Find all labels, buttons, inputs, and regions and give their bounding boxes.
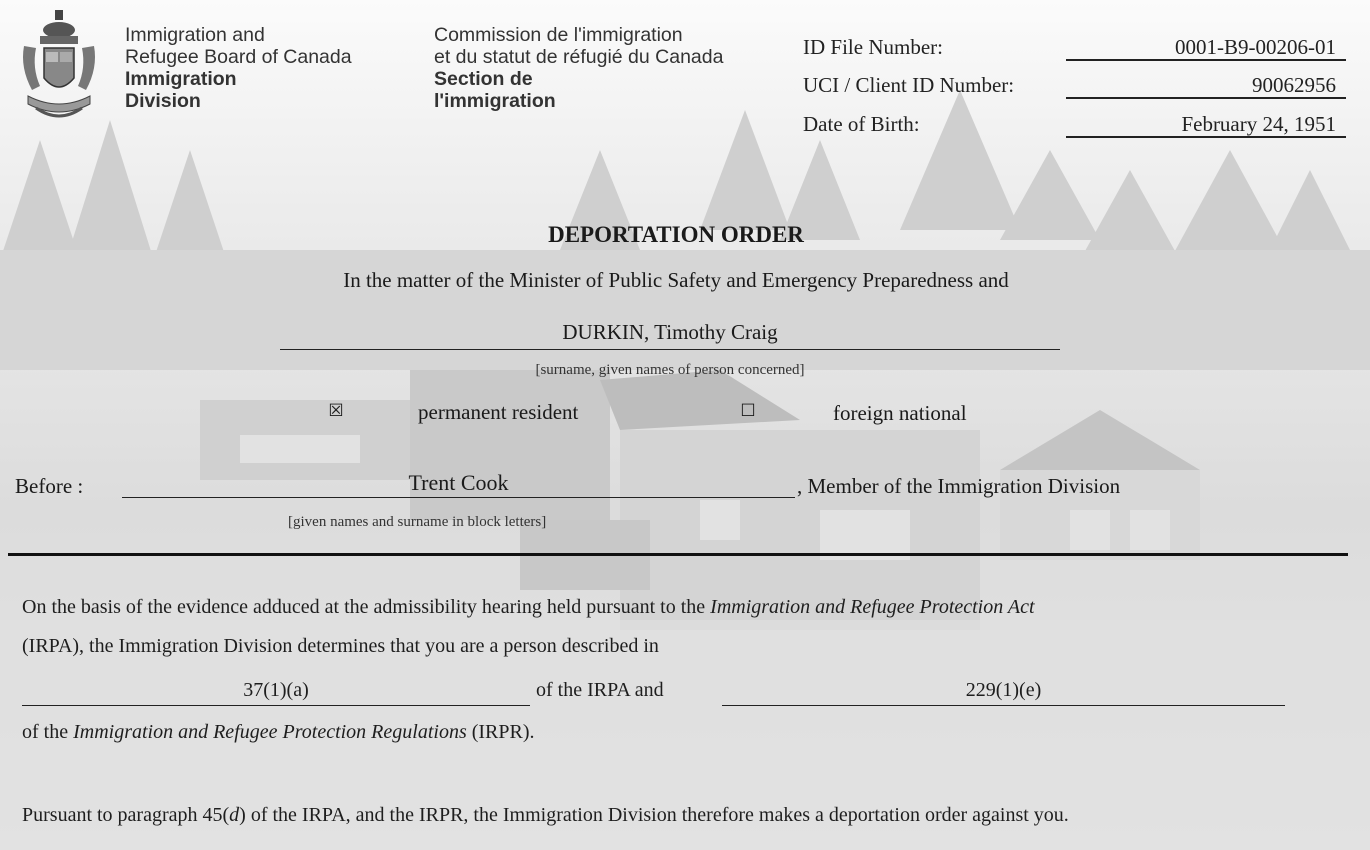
order-statement-end: ) of the IRPA, and the IRPR, the Immigration Division therefore makes a deportation order against you.	[239, 804, 1069, 826]
division-line-1: Immigration	[125, 68, 237, 90]
agency-fr-line-1: Commission de l'immigration	[434, 24, 683, 46]
dob-label: Date of Birth:	[803, 112, 920, 136]
irpr-section-underline	[722, 705, 1285, 706]
foreign-national-checkbox[interactable]: ☐	[740, 401, 756, 420]
dob-value: February 24, 1951	[1181, 112, 1336, 136]
document-title: DEPORTATION ORDER	[548, 222, 804, 247]
permanent-resident-checkbox[interactable]: ☒	[328, 401, 344, 420]
regulations-line	[22, 718, 535, 746]
id-file-label: ID File Number:	[803, 35, 943, 59]
determination-paragraph	[22, 593, 1352, 621]
id-file-underline	[1066, 59, 1346, 61]
irpa-section-value: 37(1)(a)	[243, 679, 309, 701]
id-file-value: 0001-B9-00206-01	[1175, 35, 1336, 59]
dob-underline	[1066, 136, 1346, 138]
irpa-section-underline	[22, 705, 530, 706]
irpr-section-value: 229(1)(e)	[965, 679, 1042, 701]
matter-line: In the matter of the Minister of Public Safety and Emergency Preparedness and	[343, 268, 1009, 292]
person-name-underline	[280, 349, 1060, 350]
division-line-2: Division	[125, 90, 201, 112]
order-statement	[22, 801, 1362, 829]
division-fr-line-1: Section de	[434, 68, 533, 90]
agency-name-fr	[434, 24, 723, 112]
order-statement-start: Pursuant to paragraph 45(	[22, 804, 230, 826]
paragraph-letter: d	[229, 804, 240, 826]
member-caption: [given names and surname in block letters]	[288, 514, 547, 530]
person-name: DURKIN, Timothy Craig	[562, 320, 778, 344]
regulations-title: Immigration and Refugee Protection Regulations	[73, 721, 467, 743]
member-suffix: , Member of the Immigration Division	[797, 474, 1121, 498]
act-title: Immigration and Refugee Protection Act	[710, 596, 1035, 618]
uci-label: UCI / Client ID Number:	[803, 73, 1015, 97]
determination-text-start: On the basis of the evidence adduced at the admissibility hearing held pursuant to the	[22, 596, 711, 618]
agency-fr-line-2: et du statut de réfugié du Canada	[434, 46, 724, 68]
agency-name-en	[125, 24, 352, 112]
agency-line-1: Immigration and	[125, 24, 265, 46]
of-irpa-and: of the IRPA and	[536, 679, 664, 701]
member-name-underline	[122, 497, 795, 498]
foreign-national-label: foreign national	[833, 401, 967, 425]
before-label: Before :	[15, 474, 84, 498]
section-divider	[8, 553, 1348, 556]
determination-text-end: (IRPA), the Immigration Division determines that you are a person described in	[22, 635, 659, 657]
of-the: of the	[22, 721, 74, 743]
agency-line-2: Refugee Board of Canada	[125, 46, 352, 68]
member-name: Trent Cook	[408, 470, 509, 495]
division-fr-line-2: l'immigration	[434, 90, 556, 112]
coat-of-arms-logo	[18, 8, 100, 126]
irpr-abbrev: (IRPR).	[466, 721, 535, 743]
uci-underline	[1066, 97, 1346, 99]
uci-value: 90062956	[1252, 73, 1336, 97]
permanent-resident-label: permanent resident	[418, 400, 579, 424]
person-caption: [surname, given names of person concerned]	[535, 362, 805, 378]
